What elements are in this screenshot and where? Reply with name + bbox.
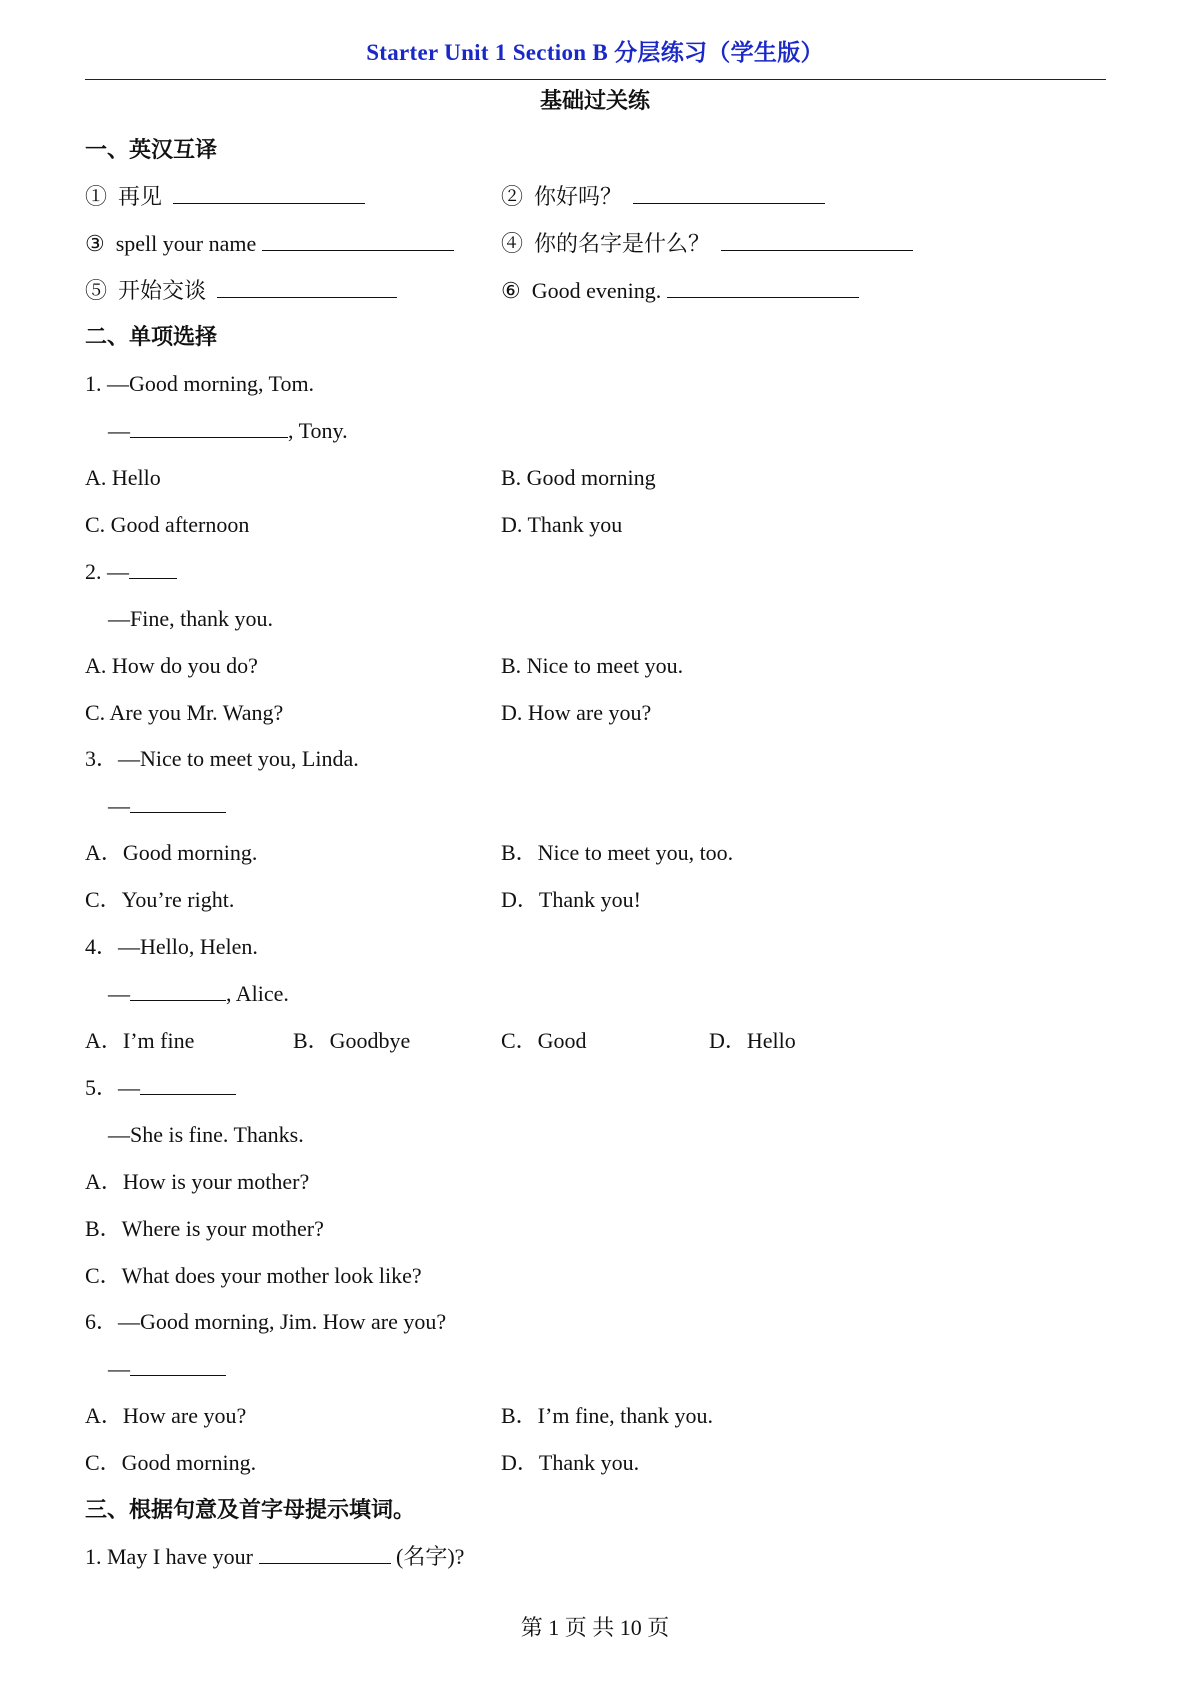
reply-suffix: , Alice. [226, 981, 289, 1006]
option[interactable]: D. Thank you [501, 512, 623, 537]
fill-question-1 [85, 1543, 464, 1571]
reply-suffix: , Tony. [288, 418, 348, 443]
translate-item-1 [85, 183, 365, 211]
question-4-stem: 4．—Hello, Helen. [85, 934, 258, 959]
answer-blank[interactable] [633, 183, 825, 204]
option[interactable]: B. Good morning [501, 465, 656, 490]
option[interactable]: A．How is your mother? [85, 1169, 310, 1194]
option[interactable]: B. Nice to meet you. [501, 653, 684, 678]
item-text: 再见 [118, 184, 163, 209]
option[interactable]: C. Are you Mr. Wang? [85, 700, 284, 725]
item-number: ⑥ [501, 278, 521, 303]
stem-prefix: 2. — [85, 559, 129, 584]
answer-blank[interactable] [130, 980, 226, 1001]
answer-blank[interactable] [262, 230, 454, 251]
answer-blank[interactable] [259, 1543, 391, 1564]
item-number: ③ [85, 231, 105, 256]
translate-item-6 [501, 277, 859, 305]
question-3-reply [108, 792, 226, 820]
answer-blank[interactable] [130, 792, 226, 813]
reply-dash: — [108, 418, 130, 443]
option[interactable]: A．Good morning. [85, 840, 258, 865]
option[interactable]: C．Good morning. [85, 1450, 257, 1475]
translate-item-4 [501, 230, 913, 258]
option[interactable]: B．I’m fine, thank you. [501, 1403, 714, 1428]
item-text: Good evening. [531, 278, 662, 303]
option[interactable]: A．How are you? [85, 1403, 247, 1428]
answer-blank[interactable] [129, 558, 177, 579]
document-title: Starter Unit 1 Section B 分层练习（学生版） [366, 40, 824, 65]
item-number: ⑤ [85, 278, 108, 303]
page-footer: 第 1 页 共 10 页 [520, 1615, 670, 1640]
question-1-reply [108, 417, 348, 445]
subtitle: 基础过关练 [539, 88, 650, 113]
header-divider [85, 79, 1106, 80]
question-text: 1. May I have your [85, 1544, 254, 1569]
reply-dash: — [108, 981, 130, 1006]
section-3-heading: 三、根据句意及首字母提示填词。 [85, 1497, 416, 1522]
option[interactable]: C. Good afternoon [85, 512, 250, 537]
option[interactable]: D．Hello [709, 1028, 796, 1053]
question-6-stem: 6．—Good morning, Jim. How are you? [85, 1309, 447, 1334]
item-number: ② [501, 184, 524, 209]
option[interactable]: B．Goodbye [293, 1028, 411, 1053]
reply-dash: — [108, 1356, 130, 1381]
item-text: 你的名字是什么？ [534, 231, 711, 256]
section-1-heading: 一、英汉互译 [85, 137, 218, 162]
question-5-stem [85, 1074, 236, 1102]
answer-blank[interactable] [217, 277, 397, 298]
question-5-reply: —She is fine. Thanks. [108, 1122, 304, 1147]
translate-item-5 [85, 277, 397, 305]
option[interactable]: B．Where is your mother? [85, 1216, 324, 1241]
option[interactable]: B．Nice to meet you, too. [501, 840, 734, 865]
option[interactable]: D．Thank you! [501, 887, 641, 912]
option[interactable]: D．Thank you. [501, 1450, 640, 1475]
answer-blank[interactable] [173, 183, 365, 204]
question-2-stem [85, 558, 177, 586]
question-1-stem: 1. —Good morning, Tom. [85, 371, 315, 396]
translate-item-2 [501, 183, 825, 211]
option[interactable]: A. How do you do? [85, 653, 258, 678]
item-text: 你好吗？ [534, 184, 623, 209]
item-number: ④ [501, 231, 524, 256]
stem-prefix: 5．— [85, 1075, 141, 1100]
item-number: ① [85, 184, 108, 209]
question-2-reply: —Fine, thank you. [108, 606, 273, 631]
section-2-heading: 二、单项选择 [85, 324, 218, 349]
option[interactable]: A．I’m fine [85, 1028, 195, 1053]
answer-blank[interactable] [667, 277, 859, 298]
option[interactable]: C．Good [501, 1028, 587, 1053]
question-3-stem: 3．—Nice to meet you, Linda. [85, 746, 359, 771]
reply-dash: — [108, 793, 130, 818]
item-text: 开始交谈 [118, 278, 207, 303]
option[interactable]: C．What does your mother look like? [85, 1263, 422, 1288]
answer-blank[interactable] [140, 1074, 236, 1095]
answer-blank[interactable] [130, 417, 288, 438]
question-4-reply [108, 980, 289, 1008]
option[interactable]: A. Hello [85, 465, 161, 490]
question-hint: (名字)? [396, 1544, 465, 1569]
option[interactable]: C．You’re right. [85, 887, 235, 912]
answer-blank[interactable] [130, 1355, 226, 1376]
question-6-reply [108, 1355, 226, 1383]
option[interactable]: D. How are you? [501, 700, 652, 725]
answer-blank[interactable] [721, 230, 913, 251]
translate-item-3 [85, 230, 454, 258]
item-text: spell your name [115, 231, 257, 256]
